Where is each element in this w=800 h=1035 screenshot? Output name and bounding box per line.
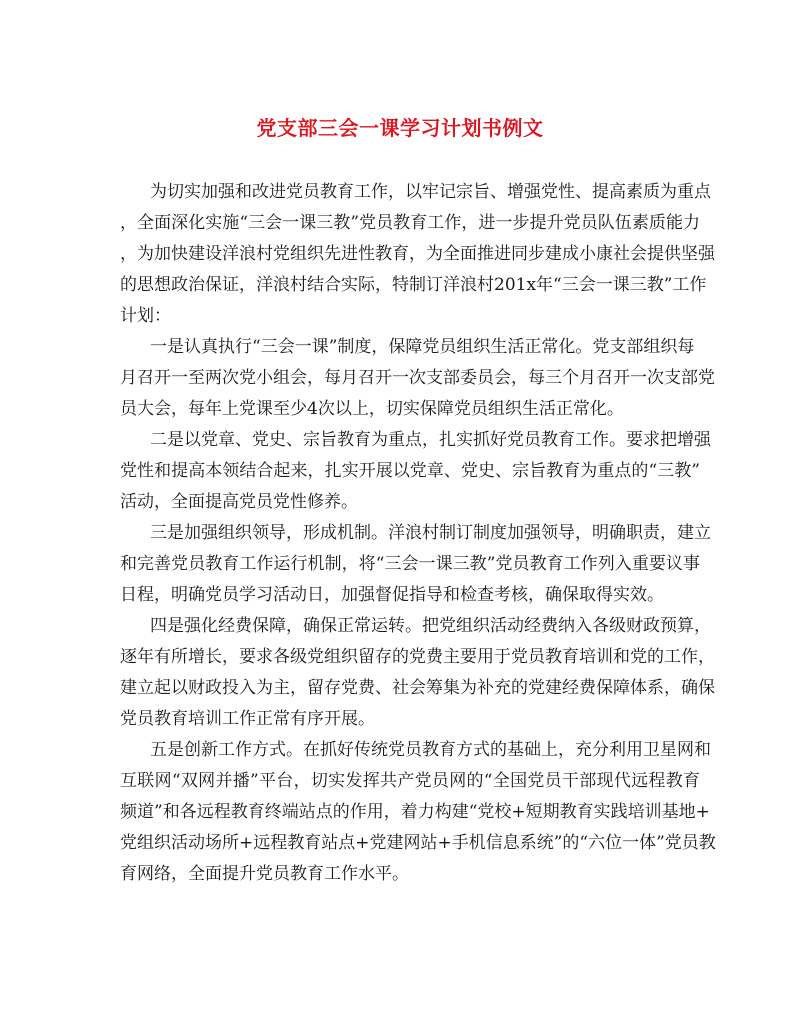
paragraph-line: 为切实加强和改进党员教育工作，以牢记宗旨、增强党性、提高素质为重点 — [150, 182, 711, 202]
paragraph-line: 党性和提高本领结合起来，扎实开展以党章、党史、宗旨教育为重点的“三教” — [120, 461, 700, 481]
paragraph-line: 频道”和各远程教育终端站点的作用，着力构建“党校+短期教育实践培训基地+ — [120, 802, 710, 822]
paragraph-line: 逐年有所增长，要求各级党组织留存的党费主要用于党员教育培训和党的工作， — [120, 647, 715, 667]
document-title: 党支部三会一课学习计划书例文 — [256, 116, 544, 140]
paragraph-line: ，为加快建设洋浪村党组织先进性教育，为全面推进同步建成小康社会提供坚强 — [120, 244, 715, 264]
paragraph-line: 和完善党员教育工作运行机制，将“三会一课三教”党员教育工作列入重要议事 — [120, 554, 700, 574]
paragraph-line: 党组织活动场所+远程教育站点+党建网站+手机信息系统”的“六位一体”党员教 — [120, 833, 716, 853]
paragraph-line: 二是以党章、党史、宗旨教育为重点，扎实抓好党员教育工作。要求把增强 — [150, 430, 711, 450]
paragraph-line: 党员教育培训工作正常有序开展。 — [120, 709, 375, 729]
paragraph-line: 一是认真执行“三会一课”制度，保障党员组织生活正常化。党支部组织每 — [150, 337, 695, 357]
paragraph-line: 三是加强组织领导，形成机制。洋浪村制订制度加强领导，明确职责，建立 — [150, 523, 711, 543]
paragraph-line: ，全面深化实施“三会一课三教”党员教育工作，进一步提升党员队伍素质能力 — [120, 213, 700, 233]
paragraph-line: 的思想政治保证，洋浪村结合实际，特制订洋浪村201x年“三会一课三教”工作 — [120, 275, 707, 295]
paragraph-line: 员大会，每年上党课至少4次以上，切实保障党员组织生活正常化。 — [120, 399, 624, 419]
paragraph-line: 建立起以财政投入为主，留存党费、社会筹集为补充的党建经费保障体系，确保 — [120, 678, 715, 698]
paragraph-line: 活动，全面提高党员党性修养。 — [120, 492, 358, 512]
paragraph-line: 日程，明确党员学习活动日，加强督促指导和检查考核，确保取得实效。 — [120, 585, 664, 605]
paragraph-line: 计划： — [120, 306, 171, 326]
paragraph-line: 月召开一至两次党小组会，每月召开一次支部委员会，每三个月召开一次支部党 — [120, 368, 715, 388]
paragraph-line: 育网络，全面提升党员教育工作水平。 — [120, 864, 409, 884]
paragraph-line: 四是强化经费保障，确保正常运转。把党组织活动经费纳入各级财政预算， — [150, 616, 711, 636]
paragraph-line: 五是创新工作方式。在抓好传统党员教育方式的基础上，充分利用卫星网和 — [150, 740, 711, 760]
paragraph-line: 互联网“双网并播”平台，切实发挥共产党员网的“全国党员干部现代远程教育 — [120, 771, 700, 791]
